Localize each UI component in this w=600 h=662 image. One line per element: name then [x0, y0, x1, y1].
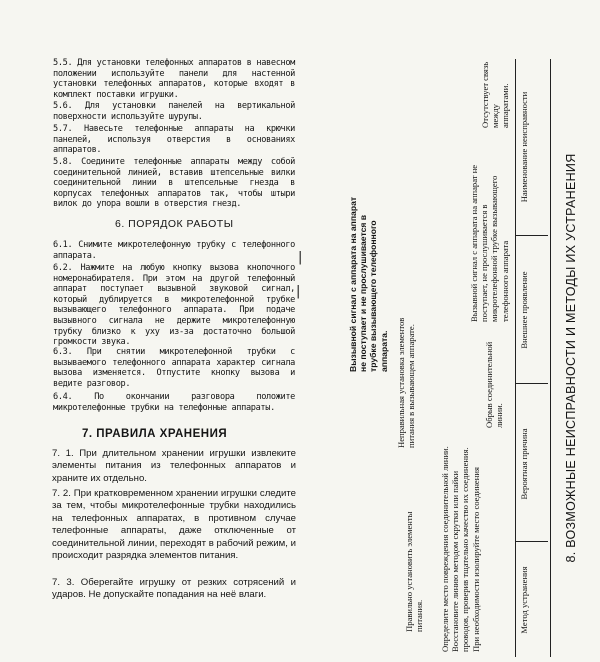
header-method: Наименование неисправности [519, 91, 529, 203]
paragraph-5-7: 5.7. Навесьте телефонные аппараты на крючки панелей, используя отверстия в основаниях аппаратов. [53, 124, 295, 156]
row2-symptom: Вызывной сигнал с аппарата на аппарат не поступает и не прослушивается в трубке вызывающего телефонного аппарата. [348, 196, 389, 372]
table-header-rule [515, 59, 516, 657]
column-divider [516, 383, 548, 384]
troubleshooting-table [338, 56, 596, 660]
row1-method: Определите место повреждения соединительной линии. Восстановите линию методом скрутки или пайки проводов, проверив тщательно качество их соединения. При необходимости изолируйте место соединения [440, 446, 481, 652]
header-cause: Внешнее проявление [519, 271, 529, 349]
row2-cause: Неправильная установка элементов питания в вызывающем аппарате. [396, 317, 417, 448]
row1-fault: Отсутствует связь между аппаратами. [480, 61, 511, 128]
margin-mark: | [298, 250, 303, 265]
section-6-heading: 6. ПОРЯДОК РАБОТЫ [115, 218, 234, 230]
paragraph-6-2: 6.2. Нажмите на любую кнопку вызова кнопочного номеронабирателя. При этом на другой телефонный аппарат поступает вызывной звуковой сигнал, который дублируется в микротелефонной трубке вызывающего телефонного аппарата. При подаче вызывного сигнала не держите микротелефонную трубку близко к уху из-за достаточно большой громкости звука. [53, 263, 295, 348]
row2-method: Правильно установить элементы питания. [404, 511, 425, 632]
paragraph-6-4: 6.4. По окончании разговора положите микротелефонные трубки на телефонные аппараты. [53, 392, 295, 413]
paragraph-7-1: 7. 1. При длительном хранении игрушки извлеките элементы питания из телефонных аппаратов и храните их отдельно. [52, 448, 296, 484]
paragraph-7-2: 7. 2. При кратковременном хранении игрушки следите за тем, чтобы микротелефонные трубки находились на телефонных аппаратах, в противном случае телефонные аппараты, даже отключенные от соединительной линии, переходят в рабочий режим, и происходит разрядка элементов питания. [52, 488, 296, 562]
column-divider [516, 541, 548, 542]
row1-symptom: Вызывной сигнал с аппарата на аппарат не поступает, не прослушивается в микротелефонной трубке вызывающего телефонного аппарата [469, 164, 510, 322]
paragraph-6-1: 6.1. Снимите микротелефонную трубку с телефонного аппарата. [53, 240, 295, 261]
table-top-rule [550, 59, 551, 657]
margin-mark: | [296, 284, 301, 299]
header-symptom: Вероятная причина [519, 428, 529, 500]
paragraph-5-8: 5.8. Соедините телефонные аппараты между собой соединительной линией, вставив штепсельные вилки соединительной линии в штепсельные гнезда в корпусах телефонных аппаратов так, чтобы штыри вилок до упора вошли в отверстия гнезд. [53, 157, 295, 210]
paragraph-5-5: 5.5. Для установки телефонных аппаратов в навесном положении используйте панели для настенной установки телефонных аппаратов, которые входят в комплект поставки игрушки. [53, 58, 295, 100]
paragraph-6-3: 6.3. При снятии микротелефонной трубки с вызываемого телефонного аппарата характер сигнала вызова изменяется. Отпустите кнопку вызова и ведите разговор. [53, 347, 295, 389]
section-8-title: 8. ВОЗМОЖНЫЕ НЕИСПРАВНОСТИ И МЕТОДЫ ИХ УСТРАНЕНИЯ [564, 153, 578, 563]
row1-cause: Обрыв соединительной линии. [484, 341, 505, 428]
paragraph-7-3: 7. 3. Оберегайте игрушку от резких сотрясений и ударов. Не допускайте попадания на неё влаги. [52, 577, 296, 601]
section-7-heading: 7. ПРАВИЛА ХРАНЕНИЯ [82, 428, 228, 440]
column-divider [516, 235, 548, 236]
paragraph-5-6: 5.6. Для установки панелей на вертикальной поверхности используйте шурупы. [53, 101, 295, 122]
header-fault: Метод устранения [519, 566, 529, 634]
